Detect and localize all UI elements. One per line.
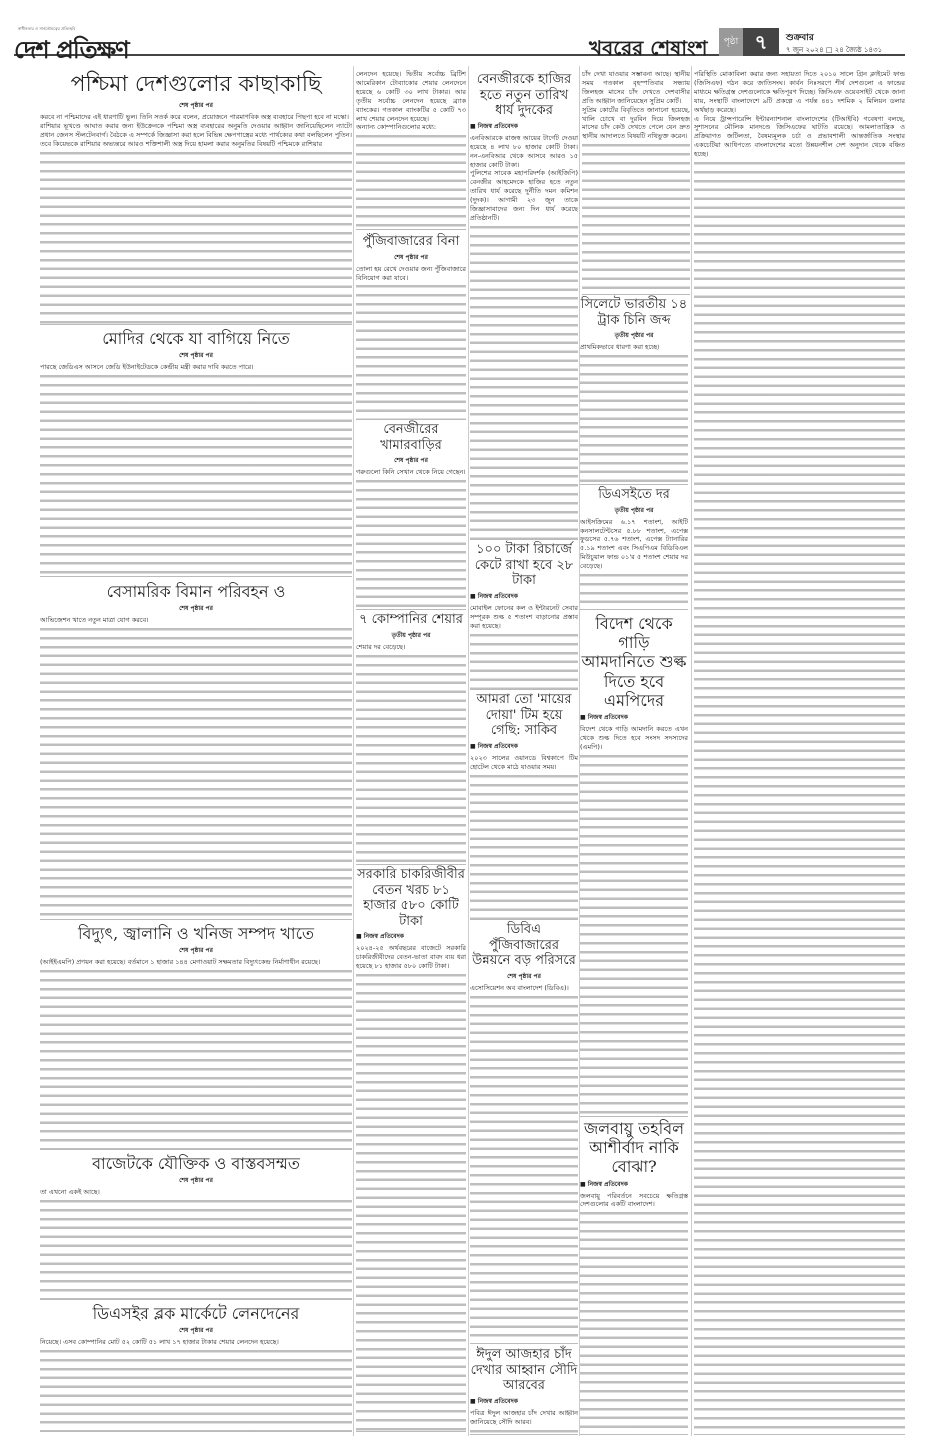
text-continuation: [40, 967, 352, 1149]
byline: শেষ পৃষ্ঠার পর: [394, 253, 428, 261]
byline: শেষ পৃষ্ঠার পর: [179, 102, 213, 110]
headline: সরকারি চাকরিজীবীর বেতন খরচ ৮১ হাজার ৫৮০ কোটি টাকা: [357, 867, 465, 929]
paragraph: অন্যান্য কোম্পানিগুলোর মধ্যে:: [356, 123, 437, 132]
text-continuation: [470, 993, 578, 1343]
byline: ■ নিজস্ব প্রতিবেদক: [580, 1180, 628, 1188]
headline: ৭ কোম্পানির শেয়ার: [359, 612, 463, 627]
column-rule: [691, 66, 692, 1436]
article-sylhet: [580, 295, 688, 485]
section-title: খবরের শেষাংশ: [589, 36, 708, 60]
article-chand: [582, 70, 690, 295]
article-bimaan: [40, 580, 352, 920]
text-continuation: [580, 352, 688, 484]
paragraph: গরুগুলো কিনি সেখান থেকে নিয়ে গেছেন।: [356, 468, 466, 477]
column-rule: [579, 66, 580, 1436]
paragraph: চাঁদ দেখা যাওয়ার সম্ভাবনা আছে। স্থানীয় সময় গতকাল বৃহস্পতিবার সন্ধ্যায় জিলহজ মাসের চাঁদ দেখতে দেশবাসীর প্রতি আহ্বান জানিয়েছেন সুপ্রিম কোর্ট।: [582, 70, 690, 105]
paragraph: লেনদেন হয়েছে। দ্বিতীয় সর্বোচ্চ ব্রিটিশ আমেরিকান টোব্যাকোর শেয়ার লেনদেনে হয়েছে ৬ কোটি ৩০ লাখ টাকার। আর তৃতীয় সর্বোচ্চ লেনদেন হয়েছে ব্র্যাক ব্যাংকের। গতকাল ব্যাংকটির ৫ কোটি ৭৩ লাখ শেয়ার লেনদেন হয়েছে।: [356, 70, 466, 123]
page-label: পৃষ্ঠা: [719, 28, 743, 56]
text-continuation: [356, 477, 466, 609]
paragraph: আইসক্রিমের ৬.১৭ শতাংশ, আইটি কনসালটেন্টসের ৫.৮৮ শতাংশ, এপেক্স ফুডসের ৫.৭৬ শতাংশ, এপেক্স ট্যানারির ৫.১৯ শতাংশ এবং সিএপিএম বিডিবিএল মিউচুয়াল ফান্ড ০১'র ৫ শতাংশ শেয়ার দর বেড়েছে।: [580, 517, 688, 571]
text-continuation: [40, 1197, 352, 1299]
article-modi: [40, 327, 352, 577]
article-seven_co: [356, 610, 466, 865]
article-dse_block: [40, 1302, 352, 1432]
byline: শেষ পৃষ্ঠার পর: [179, 605, 213, 613]
text-continuation: [356, 282, 466, 419]
headline: পশ্চিমা দেশগুলোর কাছাকাছি: [70, 72, 322, 97]
byline: শেষ পৃষ্ঠার পর: [394, 457, 428, 465]
paragraph: মোবাইল ফোনের কল ও ইন্টারনেট সেবার সম্পূরক শুল্ক ৫ শতাংশ বাড়ানোর প্রস্তাব করা হয়েছে।: [470, 603, 578, 630]
article-bidyut: [40, 922, 352, 1150]
paragraph: তোলা হয় রেখে দেওয়ার জন্য পুঁজিবাজারে বিনিয়োগ করা যাবে।: [356, 264, 466, 282]
article-beton: [356, 865, 466, 1432]
headline: জলবায়ু তহবিল আশীর্বাদ নাকি বোঝা?: [583, 1119, 685, 1177]
issue-date: ৭ জুন ২০২৪ □ ২৪ জ্যৈষ্ঠ ১৪৩১: [786, 46, 883, 54]
byline: শেষ পৃষ্ঠার পর: [179, 352, 213, 360]
article-bajet: [40, 1152, 352, 1300]
masthead: [14, 26, 905, 64]
headline: বিদ্যুৎ, জ্বালানি ও খনিজ সম্পদ খাতে: [77, 924, 315, 943]
byline: ■ নিজস্ব প্রতিবেদক: [580, 713, 628, 721]
text-continuation: [582, 141, 690, 294]
text-continuation: [580, 752, 688, 1116]
paragraph: এসোসিয়েশন অব বাংলাদেশ (ডিবিএ)।: [470, 983, 569, 992]
text-continuation: [40, 372, 352, 576]
headline: পুঁজিবাজারের বিনা: [362, 234, 460, 249]
article-dse_dor: [580, 485, 688, 610]
paragraph: জলবায়ু পরিবর্তনে সবচেয়ে ক্ষতিগ্রস্ত দেশগুলোর একটি বাংলাদেশ।: [580, 1191, 688, 1209]
text-continuation: [40, 625, 352, 919]
text-continuation: [470, 223, 578, 539]
byline: তৃতীয় পৃষ্ঠার পর: [614, 332, 654, 340]
issue-day: শুক্রবার: [786, 33, 814, 43]
text-continuation: [356, 132, 466, 229]
text-continuation: [40, 149, 352, 324]
text-continuation: [470, 772, 578, 919]
text-continuation: [356, 652, 466, 865]
text-continuation: [580, 571, 688, 609]
headline: ডিএসইর ব্লক মার্কেটে লেনদেনের: [92, 1304, 300, 1323]
text-continuation: [580, 1209, 688, 1434]
paragraph: এনবিআরকে রাজস্ব আয়ের টার্গেট দেওয়া হয়েছে ৪ লাখ ৮০ হাজার কোটি টাকা। নন-এনবিআর থেকে আসবে আরও ১৫ হাজার কোটি টাকা।: [470, 133, 578, 169]
column-rule: [353, 66, 354, 1436]
paragraph: আভিজেশন খাতে নতুন মাত্রা যোগ করবে।: [40, 616, 149, 625]
paragraph: বিদেশ থেকে গাড়ি আমদানি করতে এখন থেকে শুল্ক দিতে হবে সংসদ সদস্যদের (এমপি)।: [580, 724, 688, 751]
headline: বেনজীরের খামারবাড়ির: [380, 422, 442, 453]
article-jolobayu: [580, 1117, 688, 1435]
article-khamar: [356, 420, 466, 610]
text-continuation: [694, 159, 905, 1434]
headline: সিলেটে ভারতীয় ১৪ ট্রাক চিনি জব্দ: [580, 297, 688, 328]
column-rule: [468, 66, 469, 1436]
article-sakib: [470, 690, 578, 920]
paragraph: করবে না পশ্চিমাদের এই ধারণাটি ভুল। তিনি সতর্ক করে বলেন, প্রয়োজনে পারমাণবিক অস্ত্র ব্যবহারে পিছপা হবে না মস্কো।: [40, 113, 349, 122]
paragraph: পবিত্র ঈদুল আজহার চাঁদ দেখার আহ্বান জানিয়েছে সৌদি আরব।: [470, 1408, 578, 1426]
paragraph: নিয়েছে। এসব কোম্পানির মোট ৫২ কোটি ৫১ লাখ ১৭ হাজার টাকার শেয়ার লেনদেন হয়েছে।: [40, 1338, 279, 1347]
byline: তৃতীয় পৃষ্ঠার পর: [391, 631, 431, 639]
byline: ■ নিজস্ব প্রতিবেদক: [470, 742, 518, 750]
article-recharge: [470, 540, 578, 690]
byline: তৃতীয় পৃষ্ঠার পর: [614, 506, 654, 514]
byline: ■ নিজস্ব প্রতিবেদক: [470, 592, 518, 600]
headline: আমরা তো 'মায়ের দোয়া' টিম হয়ে গেছি: সাকিব: [476, 692, 572, 739]
paragraph: পারছে জেডিএস আসনে জেডি ইউনাইটেডকে কেন্দ্রীয় মন্ত্রী করার দাবি করতে পারে।: [40, 363, 254, 372]
logo-tagline: স্বাধীনতার ও সার্বভৌমত্বের প্রতিচ্ছবি: [18, 26, 76, 31]
headline: বেনজীরকে হাজির হতে নতুন তারিখ ধার্য দুদকের: [476, 72, 572, 119]
paragraph: পরিস্থিতি মোকাবিলা করার জন্য সহায়তা দিতে ২০১০ সালে গ্রিন ক্লাইমেট ফান্ড (জিসিএফ) গঠন করে জাতিসংঘ। কার্বন নিঃসরণে শীর্ষ দেশগুলো এ ফান্ডের মাধ্যমে ক্ষতিগ্রস্ত দেশগুলোকে ক্ষতিপূরণ দিচ্ছে। জিসিএফ ওয়েবসাইট থেকে জানা যায়, সংস্থাটি বাংলাদেশে ৯টি প্রকল্পে এ পর্যন্ত ৪৪১ দশমিক ২ মিলিয়ন ডলার অর্থছাড় করেছে।: [694, 70, 905, 114]
headline: ডিবিএ পুঁজিবাজারের উন্নয়নে বড় পরিসরে: [472, 922, 576, 969]
headline: বিদেশ থেকে গাড়ি আমদানিতে শুল্ক দিতে হবে এমপিদের: [581, 614, 687, 710]
paragraph: (আইইএমপি) প্রণয়ন করা হয়েছে। বর্তমানে ১ হাজার ১৪৪ মেগাওয়াট সক্ষমতার বিদ্যুৎকেন্দ্র নির্মাণাধীন রয়েছে।: [40, 958, 321, 967]
article-gari: [580, 612, 688, 1117]
headline: ১০০ টাকা রিচার্জে কেটে রাখা হবে ২৮ টাকা: [474, 542, 574, 589]
byline: শেষ পৃষ্ঠার পর: [179, 947, 213, 955]
newspaper-logo: দেশ প্রতিক্ষণ: [14, 35, 129, 64]
headline: বেসামরিক বিমান পরিবহন ও: [106, 582, 286, 601]
byline: শেষ পৃষ্ঠার পর: [179, 1327, 213, 1335]
headline: ঈদুল আজহার চাঁদ দেখার আহ্বান সৌদি আরবের: [470, 1347, 578, 1394]
paragraph: তা এখনো একই আছে।: [40, 1188, 100, 1197]
text-continuation: [470, 631, 578, 690]
text-continuation: [356, 971, 466, 1431]
paragraph: সুপ্রিম কোর্টের বিবৃতিতে জানানো হয়েছে, খালি চোখে বা দুরবিন দিয়ে জিলহজ মাসের চাঁদ কেউ দেখতে পেলে যেন দ্রুত স্থানীয় আদালতে বিষয়টি নথিভুক্ত করেন।: [582, 105, 690, 141]
headline: ডিএসইতে দর: [598, 487, 670, 502]
article-punji_bina: [356, 232, 466, 420]
paragraph: পুলিশের সাবেক মহাপরিদর্শক (আইজিপি) বেনজীর আহমেদকে হাজির হতে নতুন তারিখ ধার্য করেছে দুর্নীতি দমন কমিশন (দুদক)। আগামী ২৩ জুন তাকে জিজ্ঞাসাবাদের জন্য দিন ধার্য করেছে প্রতিষ্ঠানটি।: [470, 169, 578, 222]
byline: ■ নিজস্ব প্রতিবেদক: [470, 122, 518, 130]
headline: মোদির থেকে যা বাগিয়ে নিতে: [102, 329, 290, 348]
byline: ■ নিজস্ব প্রতিবেদক: [356, 933, 404, 941]
article-poschima: [40, 70, 352, 325]
paragraph: এ নিয়ে ট্রান্সপারেন্সি ইন্টারন্যাশনাল বাংলাদেশের (টিআইবি) গবেষণা বলছে, সুশাসনের মৌলিক মানদণ্ডে জিসিএফের ঘাটতি রয়েছে। আমলাতান্ত্রিক ও প্রক্রিয়াগত জটিলতা, বৈষম্যমূলক চর্চা ও প্রভাবশালী আন্তর্জাতিক সংস্থার একচেটিয়া আধিপত্যে বাংলাদেশের মতো উন্নয়নশীল দেশ অনুদান থেকে বঞ্চিত হচ্ছে।: [694, 114, 905, 159]
article-dbA: [470, 920, 578, 1344]
paragraph: শেয়ার দর বেড়েছে।: [356, 642, 406, 651]
byline: শেষ পৃষ্ঠার পর: [507, 972, 541, 980]
page-number: ৭: [743, 28, 779, 56]
byline: ■ নিজস্ব প্রতিবেদক: [470, 1397, 518, 1405]
text-continuation: [470, 1427, 578, 1434]
paragraph: ২০২৩ সালের ওয়ানডে বিশ্বকাপে টিম হোটেল থেকে মাঠে যাওয়ার সময়।: [470, 753, 578, 771]
article-climate_right: [694, 70, 905, 1435]
article-eid: [470, 1345, 578, 1435]
headline: বাজেটকে যৌক্তিক ও বাস্তবসম্মত: [92, 1154, 300, 1173]
byline: শেষ পৃষ্ঠার পর: [179, 1177, 213, 1185]
paragraph: প্রাথমিকভাবে ধারণা করা হচ্ছে।: [580, 343, 660, 352]
paragraph: ২০২৪-২৫ অর্থবছরের বাজেটে সরকারি চাকরিজীবীদের বেতন-ভাতা বাবদ ব্যয় ধরা হয়েছে ৮১ হাজার ৫৮০ কোটি টাকা।: [356, 944, 466, 971]
text-continuation: [40, 1347, 352, 1431]
paragraph: রাশিয়ার ভূখণ্ডে আঘাত করার জন্য ইউক্রেনকে পশ্চিমা অস্ত্র ব্যবহারের অনুমতি দেওয়ার আহ্বান জানিয়েছিলেন ন্যাটো প্রধান জেনস স্টলটেনবার্গ। বৈঠকে এ সম্পর্কে জিজ্ঞাসা করা হলে বিভিন্ন ক্ষেপণাস্ত্রের মধ্যে পার্থক্যের কথা বলছিলেন পুতিন। তবে কিয়েভকে রাশিয়ার অভ্যন্তরে আরও শক্তিশালী অস্ত্র দিয়ে হামলা করার অনুমতির বিষয়টি পশ্চিমকে রাশিয়ার: [40, 122, 352, 149]
article-benazir: [470, 70, 578, 540]
article-colb_cont: [356, 70, 466, 230]
